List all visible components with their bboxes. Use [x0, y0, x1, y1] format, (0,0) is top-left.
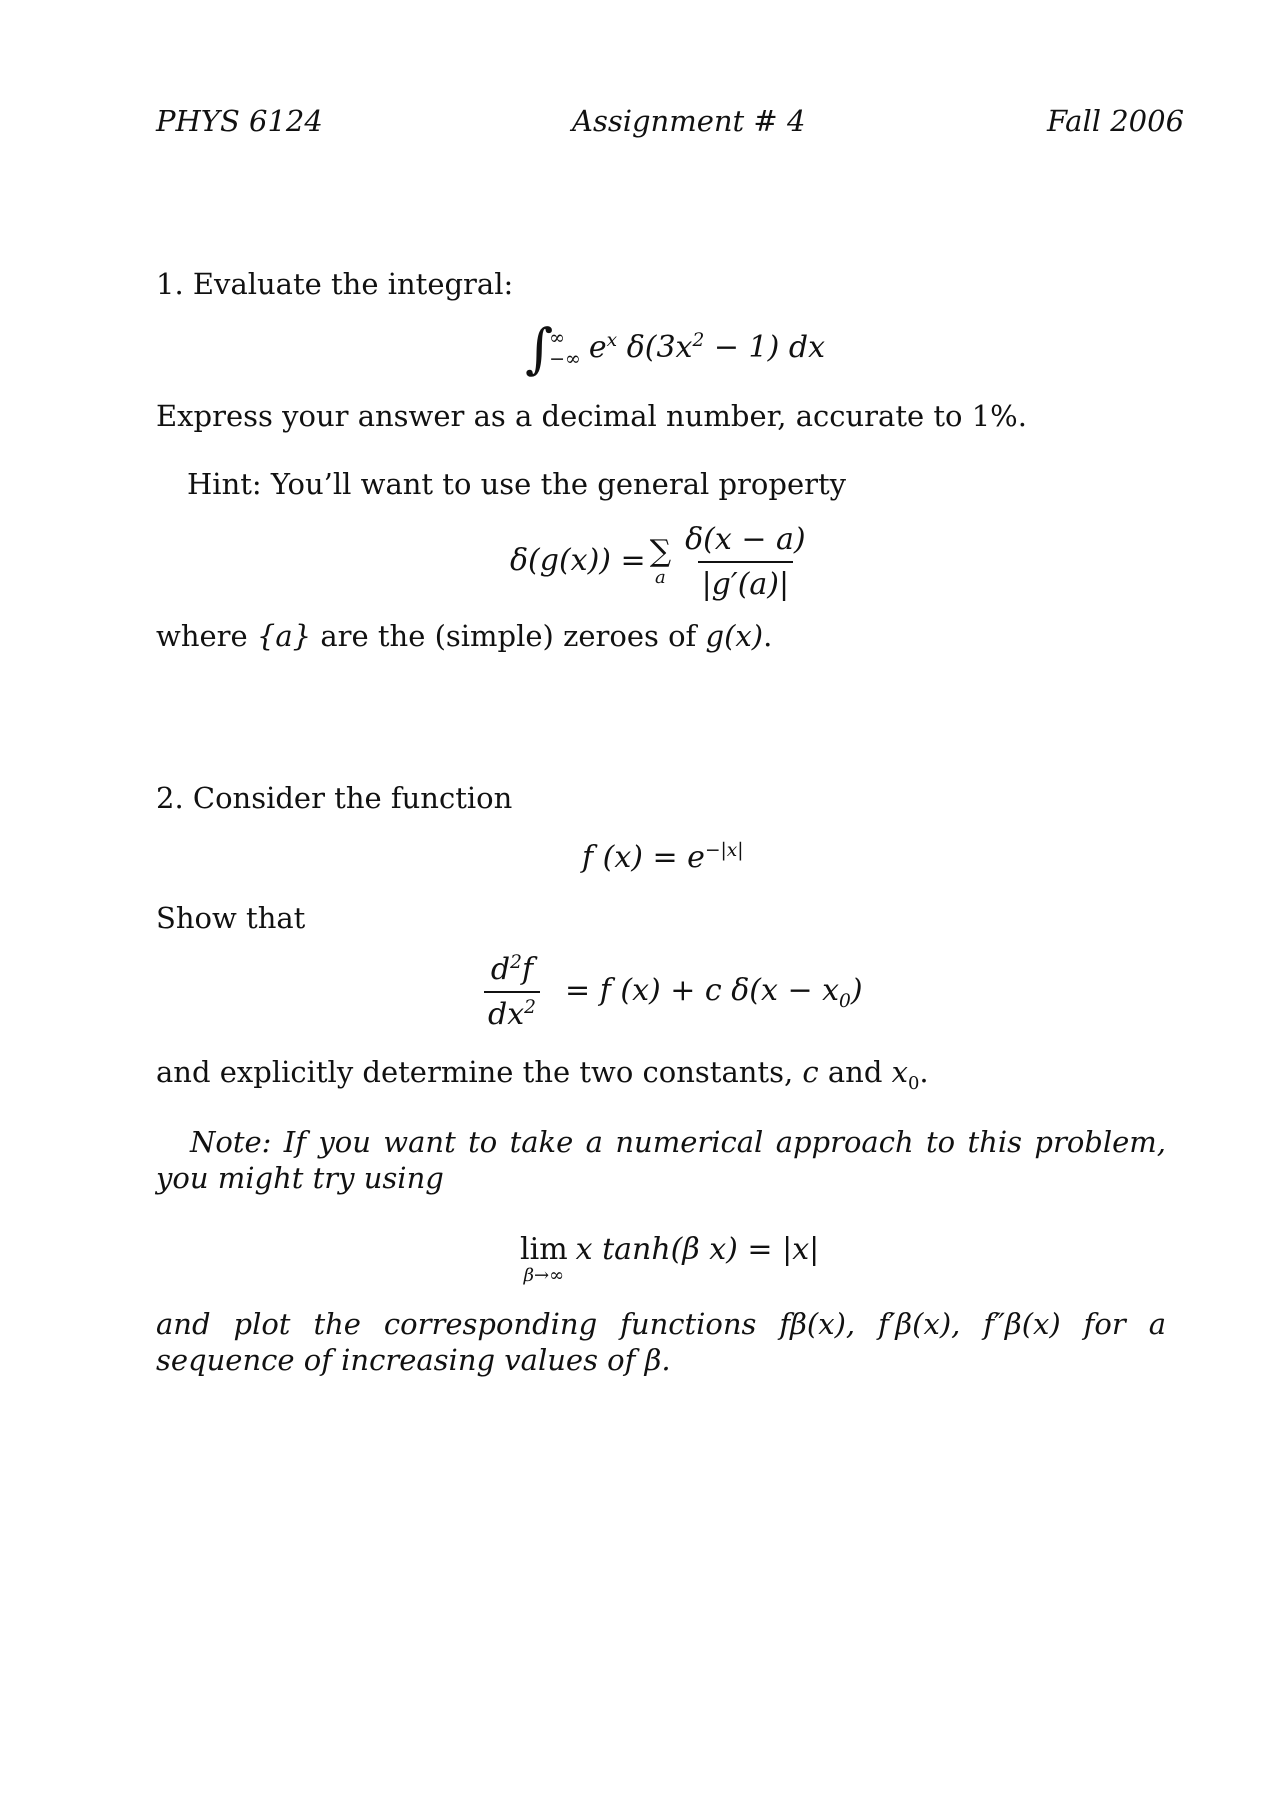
den-dx: dx — [488, 997, 525, 1032]
problem2-heading: 2. Consider the function — [156, 781, 513, 815]
sum-index: a — [655, 566, 666, 588]
header-assignment: Assignment # 4 — [572, 104, 806, 138]
problem2-equation — [478, 952, 863, 1032]
constant-x0-sub: 0 — [907, 1072, 920, 1094]
limit-word: lim — [520, 1232, 568, 1267]
problem1-integral — [525, 317, 825, 380]
where-set: {a} — [256, 619, 312, 653]
num-f: f — [521, 952, 534, 987]
equation-close: ) — [850, 973, 863, 1008]
constant-c: c — [802, 1055, 819, 1089]
header-term: Fall 2006 — [1047, 104, 1185, 138]
determine-text: and explicitly determine the two constants, — [156, 1055, 803, 1089]
problem1-hint: Hint: You’ll want to use the general property — [187, 467, 846, 501]
problem2-closing: and plot the corresponding functions fβ(x), f′β(x), f″β(x) for a sequence of increasing values of β. — [156, 1307, 1166, 1378]
integral-upper-limit: ∞ — [549, 327, 565, 350]
property-lhs: δ(g(x)) = — [510, 543, 646, 578]
integral-lower-limit: −∞ — [549, 348, 581, 370]
limit-expression: x tanh(β x) = |x| — [575, 1232, 820, 1267]
integrand-base: e — [588, 330, 607, 365]
problem2-note: Note: If you want to take a numerical approach to this problem, you might try using — [156, 1125, 1166, 1196]
determine-period: . — [919, 1055, 929, 1089]
function-lhs: f (x) = e — [582, 840, 705, 875]
problem1-heading: 1. Evaluate the integral: — [156, 267, 514, 301]
derivative-numerator — [487, 952, 537, 991]
property-denominator: |g′(a)| — [698, 561, 794, 602]
determine-and: and — [818, 1055, 892, 1089]
integrand-square: 2 — [692, 330, 705, 351]
property-numerator: δ(x − a) — [685, 522, 806, 557]
integrand-exponent: x — [606, 330, 618, 351]
where-function: g(x) — [705, 619, 764, 653]
where-text: where — [156, 619, 257, 653]
function-exponent: −|x| — [704, 840, 744, 861]
problem1-where — [156, 618, 772, 654]
problem2-determine — [156, 1054, 929, 1095]
den-square: 2 — [524, 997, 536, 1018]
limit-subscript: β→∞ — [523, 1265, 565, 1286]
delta-property-formula — [510, 522, 816, 602]
integral-sign: ∫ — [525, 317, 554, 380]
integrand-tail: − 1) dx — [704, 330, 825, 365]
num-d: d — [490, 952, 511, 987]
where-text-2: are the (simple) zeroes of — [311, 619, 706, 653]
equation-subscript: 0 — [839, 991, 851, 1012]
header-course: PHYS 6124 — [156, 104, 323, 138]
problem2-function — [582, 840, 744, 875]
problem2-show-that: Show that — [156, 901, 306, 935]
problem1-instruction: Express your answer as a decimal number, accurate to 1%. — [156, 399, 1027, 433]
limit-formula — [520, 1232, 819, 1286]
integrand-delta: δ(3x — [626, 330, 693, 365]
derivative-denominator — [484, 991, 540, 1032]
num-square: 2 — [510, 952, 522, 973]
constant-x0: x — [891, 1055, 908, 1089]
where-period: . — [763, 619, 773, 653]
equation-rhs: = f (x) + c δ(x − x — [565, 973, 840, 1008]
sum-symbol: ∑ — [649, 533, 672, 569]
